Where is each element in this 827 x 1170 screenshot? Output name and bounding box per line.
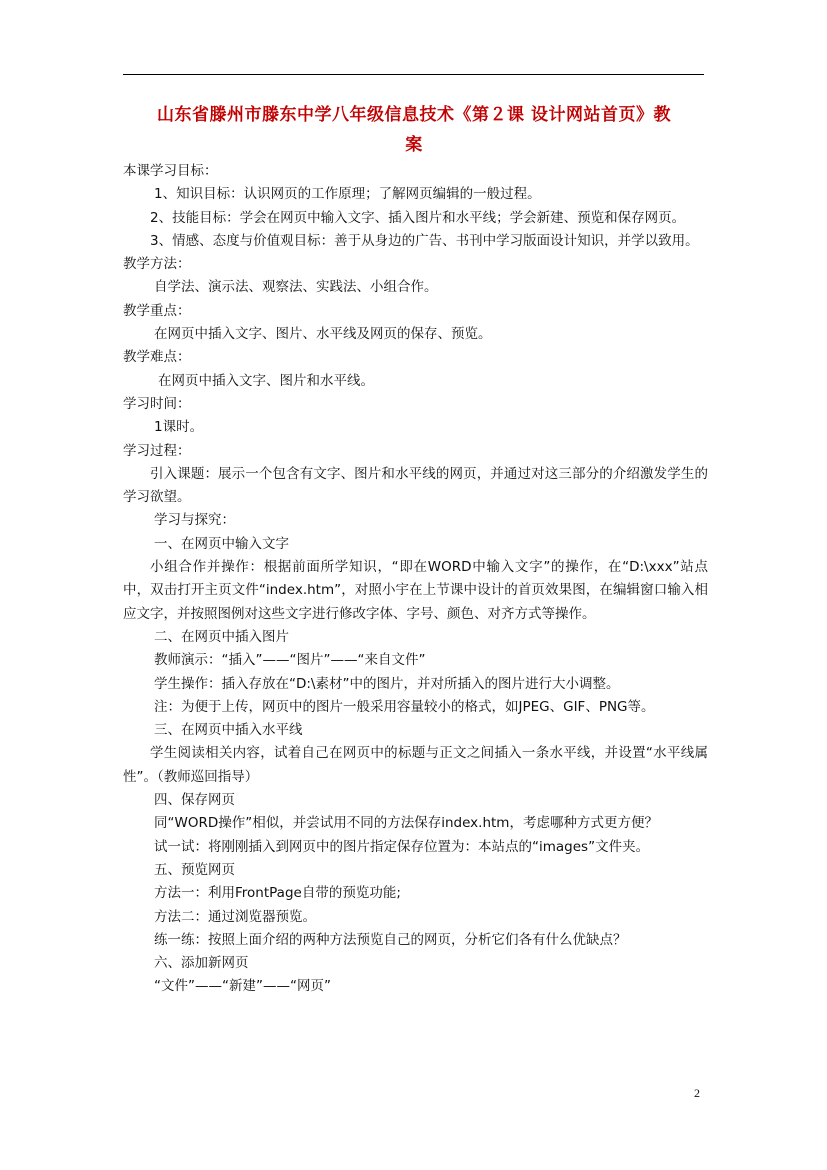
paragraph: 引入课题：展示一个包含有文字、图片和水平线的网页，并通过对这三部分的介绍激发学生的学习欲望。 [123, 465, 708, 506]
document-title: 山东省滕州市滕东中学八年级信息技术《第２课 设计网站首页》教 [157, 105, 671, 125]
paragraph: “文件”——“新建”——“网页” [154, 978, 331, 995]
paragraph: 方法一：利用FrontPage自带的预览功能; [154, 885, 401, 902]
paragraph: 2、技能目标：学会在网页中输入文字、插入图片和水平线；学会新建、预览和保存网页。 [150, 209, 686, 226]
paragraph: 注：为便于上传，网页中的图片一般采用容量较小的格式，如JPEG、GIF、PNG等。 [154, 698, 655, 715]
paragraph: 一、在网页中输入文字 [154, 535, 289, 552]
paragraph: 本课学习目标： [123, 163, 218, 179]
paragraph: 教学难点： [123, 349, 191, 366]
document-body [123, 160, 708, 999]
paragraph: 教学重点： [123, 302, 191, 319]
paragraph: 同“WORD操作”相似，并尝试用不同的方法保存index.htm，考虑哪种方式更方便？ [154, 815, 658, 832]
paragraph: 1、知识目标：认识网页的工作原理；了解网页编辑的一般过程。 [154, 186, 541, 203]
paragraph: 在网页中插入文字、图片、水平线及网页的保存、预览。 [154, 326, 492, 343]
paragraph: 学习与探究： [154, 512, 235, 529]
paragraph: 五、预览网页 [154, 861, 235, 878]
document-title-continuation: 案 [405, 135, 423, 155]
paragraph: 自学法、演示法、观察法、实践法、小组合作。 [154, 279, 438, 296]
paragraph: 小组合作并操作：根据前面所学知识，“即在WORD中输入文字”的操作，在“D:\xxx”站点中，双击打开主页文件“index.htm”，对照小宇在上节课中设计的首页效果图，在编辑窗口输入相应文字，并按照图例对这些文字进行修改字体、字号、颜色、对齐方式等操作。 [123, 559, 708, 622]
page-number: 2 [694, 1086, 700, 1100]
paragraph: 二、在网页中插入图片 [154, 628, 289, 645]
paragraph: 学习过程： [123, 442, 191, 459]
paragraph: 教学方法： [123, 256, 191, 273]
paragraph: 试一试：将刚刚插入到网页中的图片指定保存位置为：本站点的“images”文件夹。 [154, 838, 650, 855]
paragraph: 六、添加新网页 [154, 955, 249, 972]
paragraph: 学生操作：插入存放在“D:\素材”中的图片，并对所插入的图片进行大小调整。 [154, 675, 620, 692]
paragraph: 3、情感、态度与价值观目标：善于从身边的广告、书刊中学习版面设计知识，并学以致用。 [150, 232, 699, 249]
paragraph: 练一练：按照上面介绍的两种方法预览自己的网页，分析它们各有什么优缺点？ [154, 931, 627, 948]
paragraph: 学习时间： [123, 395, 191, 412]
paragraph: 三、在网页中插入水平线 [154, 722, 303, 739]
paragraph: 1课时。 [154, 419, 204, 436]
paragraph: 四、保存网页 [154, 792, 235, 809]
header-rule [123, 74, 704, 75]
paragraph: 方法二：通过浏览器预览。 [154, 908, 316, 925]
paragraph: 学生阅读相关内容，试着自己在网页中的标题与正文之间插入一条水平线，并设置“水平线属性”。（教师巡回指导） [123, 745, 708, 785]
paragraph: 教师演示：“插入”——“图片”——“来自文件” [154, 652, 426, 669]
paragraph: 在网页中插入文字、图片和水平线。 [158, 372, 374, 389]
